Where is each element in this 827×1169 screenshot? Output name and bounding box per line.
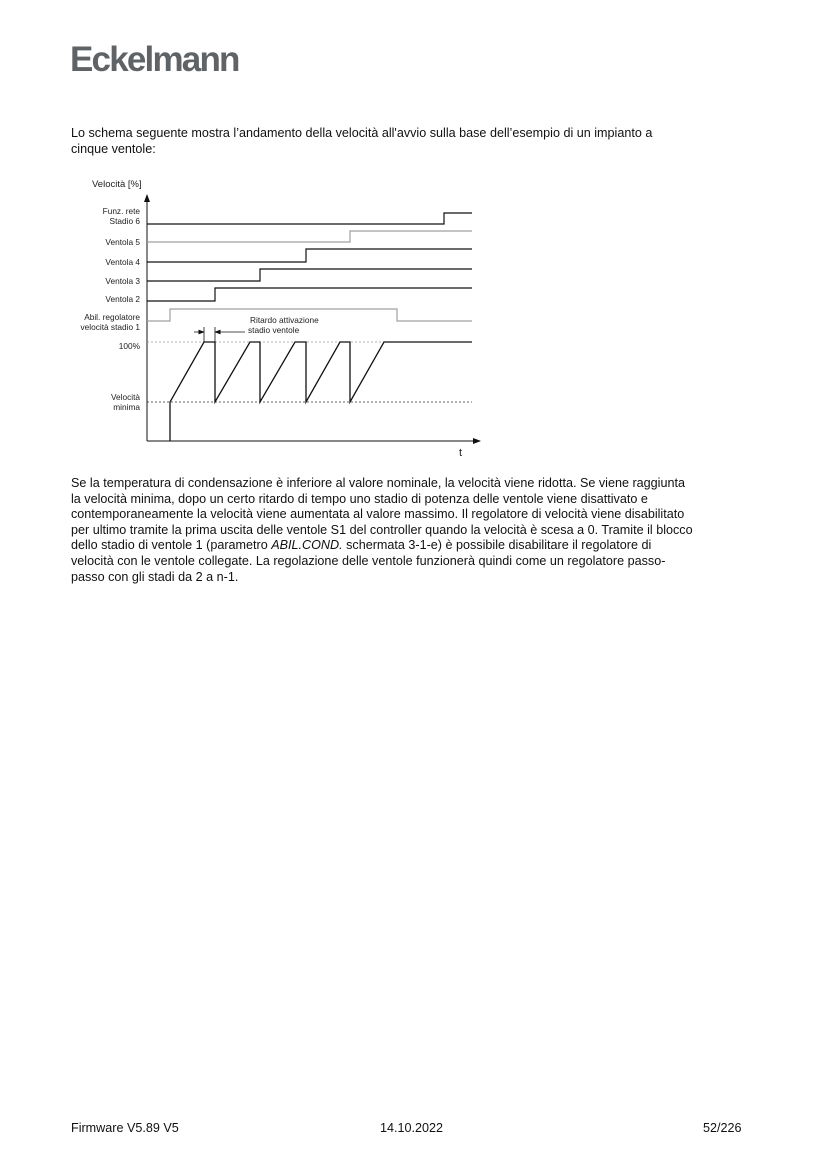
label-min-line1: Velocità [110,392,140,402]
body-line: Se la temperatura di condensazione è inferiore al valore nominale, la velocità viene ridotta. Se viene raggiunta [71,476,685,490]
trace-stadio6 [147,213,472,224]
label-stadio6-line2: Stadio 6 [109,216,140,226]
label-ventola3: Ventola 3 [105,276,140,286]
annotation-line2: stadio ventole [248,325,300,335]
footer-page-number: 52/226 [703,1121,742,1135]
trace-ventola4 [147,249,472,262]
body-line: passo con gli stadi da 2 a n-1. [71,569,239,584]
label-ventola4: Ventola 4 [105,257,140,267]
label-abil-line2: velocità stadio 1 [80,322,140,332]
label-ventola2: Ventola 2 [105,294,140,304]
label-min-line2: minima [113,402,140,412]
trace-ventola2 [147,288,472,301]
body-text: dello stadio di ventole 1 (parametro [71,538,272,553]
body-line [71,538,693,554]
body-line: contemporaneamente la velocità viene aumentata al valore massimo. Il regolatore di velocità viene disabilitato [71,507,685,522]
x-axis-label: t [459,447,463,459]
trace-ventola3 [147,269,472,281]
fan-speed-diagram [0,0,827,470]
trace-ventola5 [147,231,472,242]
label-stadio6-line1: Funz. rete [102,206,140,216]
footer-date: 14.10.2022 [380,1121,444,1135]
label-ventola5: Ventola 5 [105,237,140,247]
y-axis-label: Velocità [%] [92,179,142,190]
speed-curve [170,342,472,441]
body-paragraph [71,476,693,585]
parameter-name: ABIL.COND. [271,538,343,553]
intro-line: Lo schema seguente mostra l’andamento della velocità all'avvio sulla base dell’esempio di un impianto a [71,126,653,140]
annotation-line1: Ritardo attivazione [250,315,319,325]
label-abil-line1: Abil. regolatore [84,312,140,322]
body-line: velocità con le ventole collegate. La regolazione delle ventole funzionerà quindi come un regolatore passo- [71,553,666,568]
label-100: 100% [118,341,140,351]
intro-line: cinque ventole: [71,141,156,156]
body-line: per ultimo tramite la prima uscita delle ventole S1 del controller quando la velocità è scesa a 0. Tramite il blocco [71,522,693,537]
eckelmann-logo: Eckelmann [70,40,239,79]
body-line: la velocità minima, dopo un certo ritardo di tempo uno stadio di potenza delle ventole viene disattivato e [71,491,648,506]
footer-firmware: Firmware V5.89 V5 [71,1121,179,1135]
body-text: schermata 3-1-e) è possibile disabilitare il regolatore di [342,538,652,553]
